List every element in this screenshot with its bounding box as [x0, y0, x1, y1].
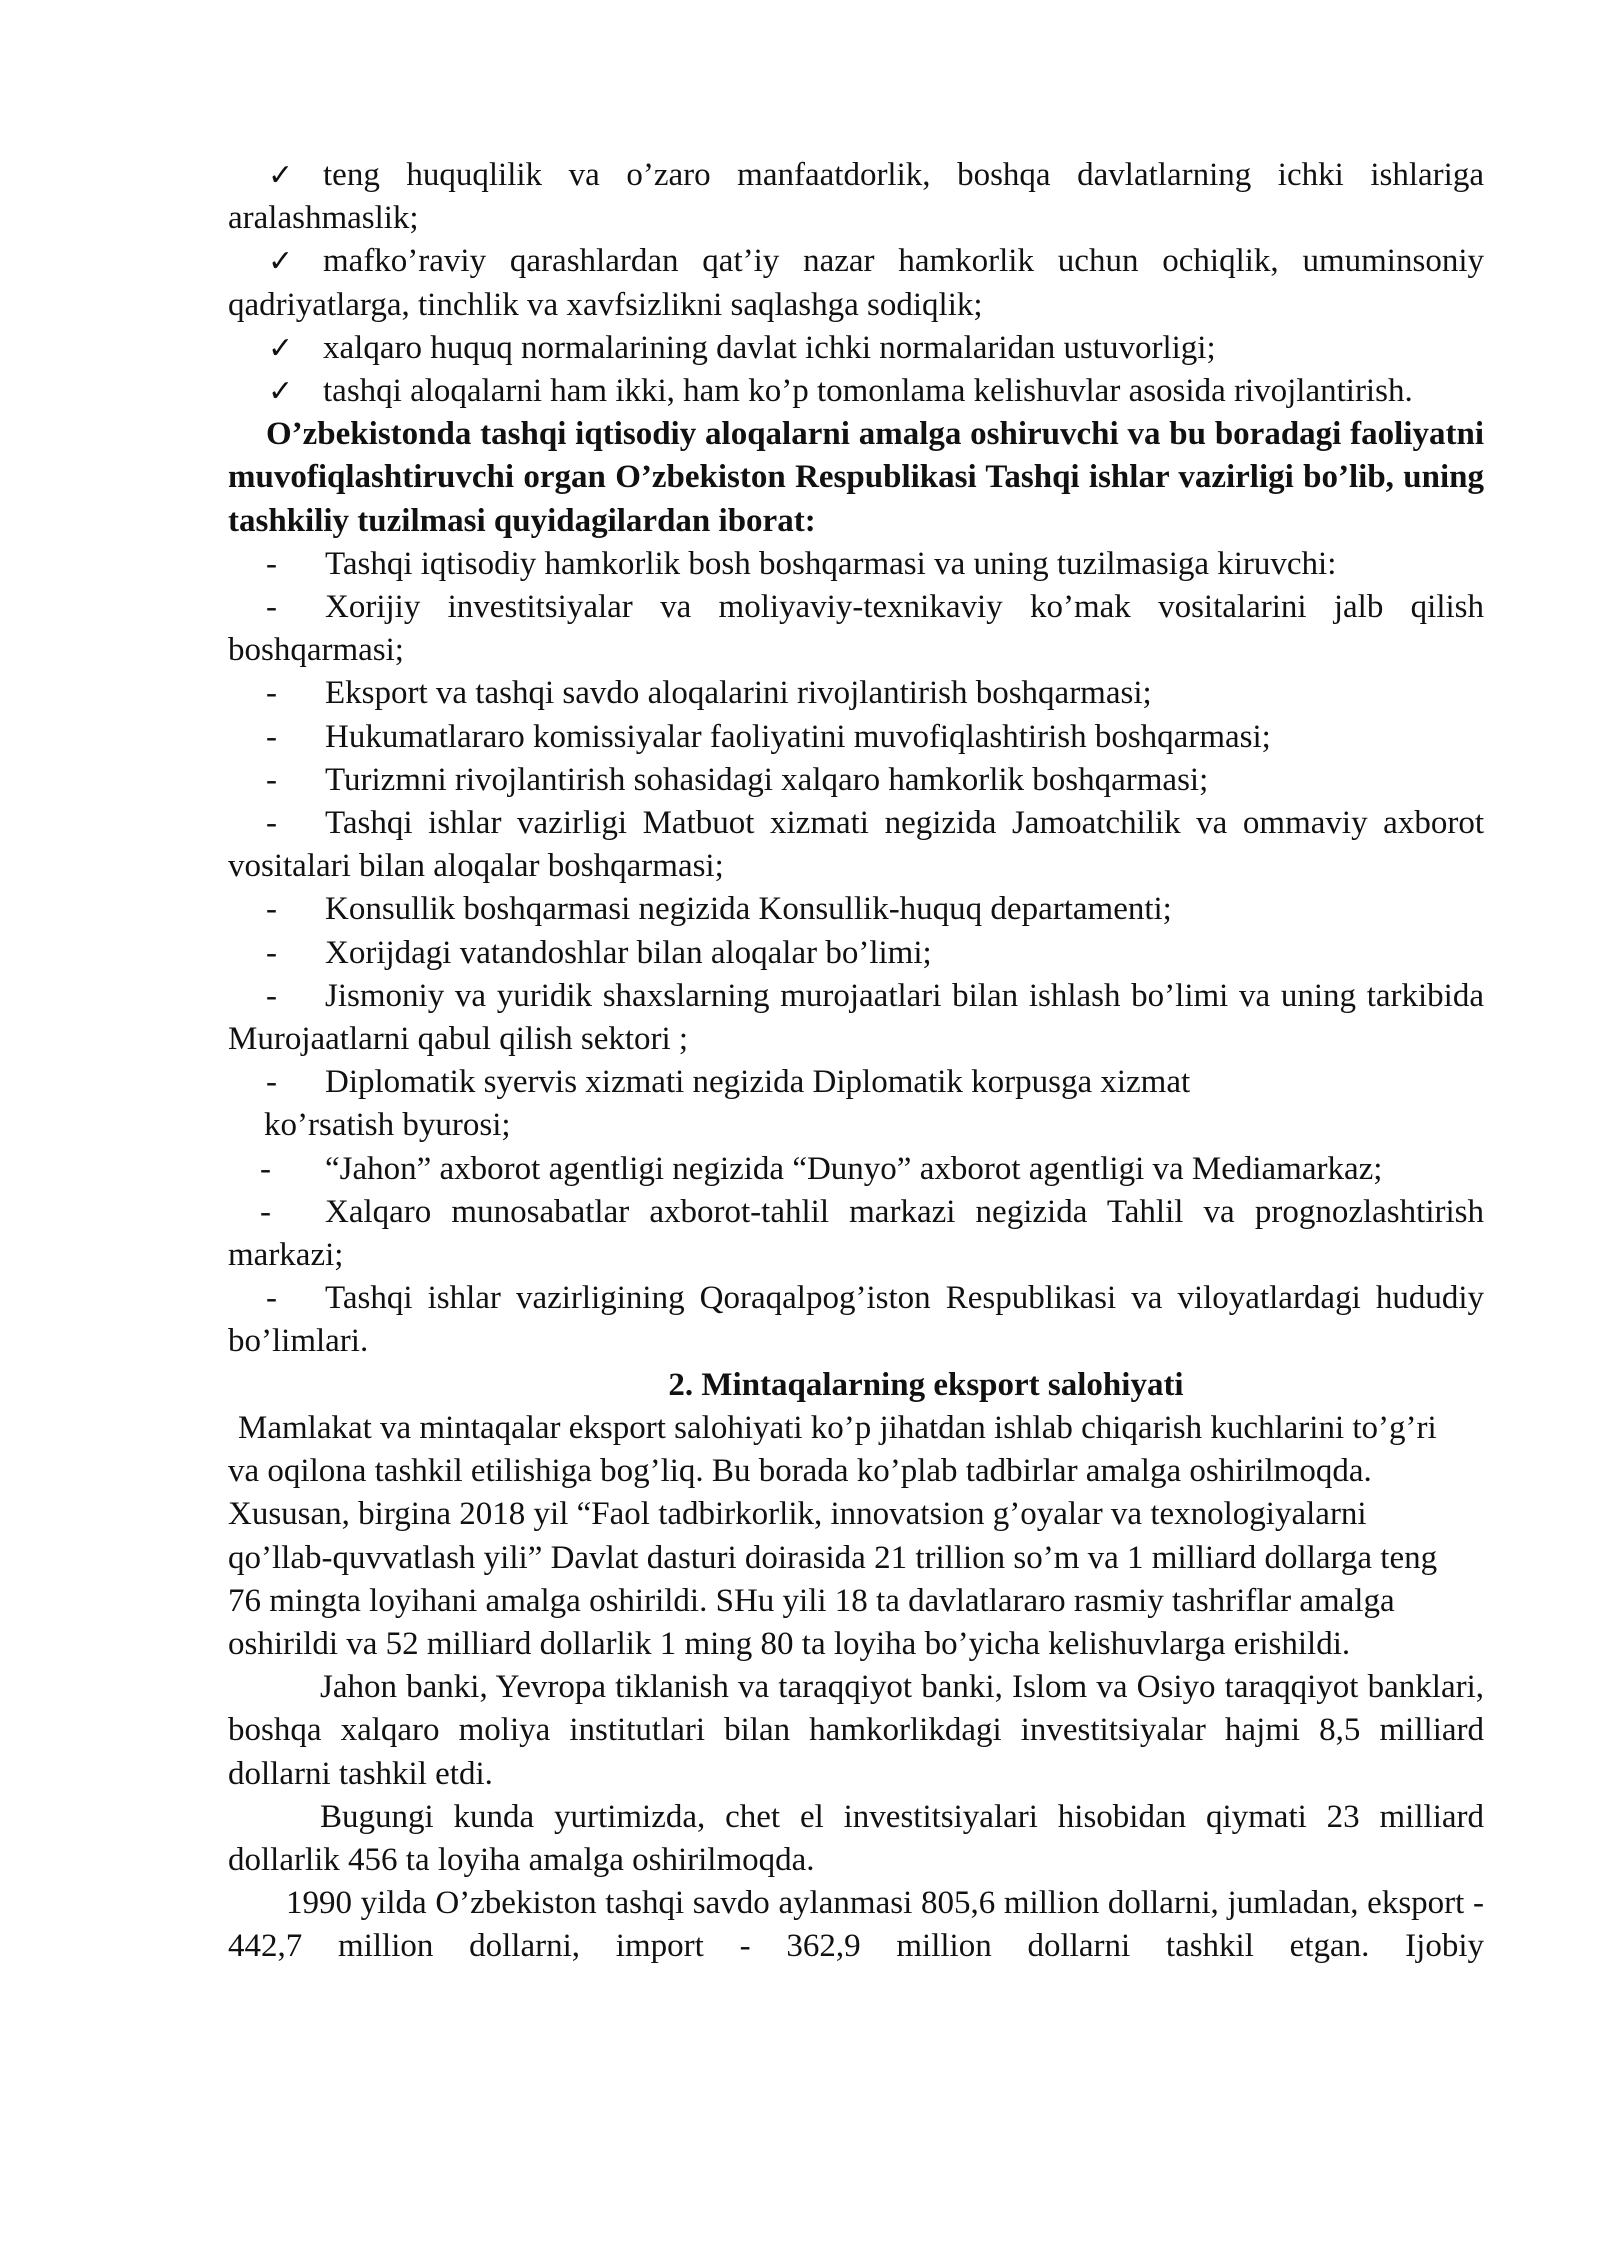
dash-item-text: Diplomatik syervis xizmati negizida Diplomatik korpusga xizmat [325, 1064, 1191, 1101]
dash-item-text: “Jahon” axborot agentligi negizida “Dunyo” axborot agentligi va Mediamarkaz; [325, 1150, 1383, 1187]
dash-bullet: - [266, 675, 277, 712]
dash-bullet: - [266, 718, 277, 755]
dash-bullet: - [266, 977, 277, 1014]
dash-item-text: Konsullik boshqarmasi negizida Konsullik-huquq departamenti; [325, 891, 1172, 928]
body-paragraph: Jahon banki, Yevropa tiklanish va taraqqiyot banki, Islom va Osiyo taraqqiyot banklari, boshqa xalqaro moliya institutlari bilan hamkorlikdagi investitsiyalar hajmi 8,5 milliard dollarni tashkil etdi. [228, 1669, 1484, 1792]
dash-bullet: - [266, 589, 277, 626]
dash-item [228, 1277, 1484, 1363]
check-item-text: xalqaro huquq normalarining davlat ichki normalaridan ustuvorligi; [323, 329, 1216, 366]
dash-bullet: - [266, 805, 277, 842]
dash-item [228, 1061, 1484, 1104]
check-item-text: mafko’raviy qarashlardan qat’iy nazar hamkorlik uchun ochiqlik, umuminsoniy qadriyatlarga, tinchlik va xavfsizlikni saqlashga sodiqlik; [228, 243, 1484, 323]
dash-bullet: - [266, 891, 277, 928]
dash-item-text: Tashqi ishlar vazirligining Qoraqalpog’iston Respublikasi va viloyatlardagi hududiy bo’limlari. [228, 1280, 1484, 1360]
check-item [228, 327, 1484, 370]
dash-bullet: - [266, 545, 277, 582]
checkmark-icon: ✓ [268, 244, 294, 280]
dash-bullet: - [266, 1064, 277, 1101]
body-paragraph: 1990 yilda O’zbekiston tashqi savdo aylanmasi 805,6 million dollarni, jumladan, eksport - 442,7 million dollarni, import - 362,9 million dollarni tashkil etgan. Ijobiy [228, 1885, 1484, 1965]
dash-item [228, 543, 1484, 586]
check-item-text: tashqi aloqalarni ham ikki, ham ko’p tomonlama kelishuvlar asosida rivojlantirish. [323, 373, 1413, 410]
dash-item [228, 932, 1484, 975]
checkmark-icon: ✓ [268, 330, 294, 366]
dash-item-text: Hukumatlararo komissiyalar faoliyatini muvofiqlashtirish boshqarmasi; [325, 718, 1271, 755]
dash-item-continuation: ko’rsatish byurosi; [264, 1107, 511, 1144]
dash-item-text: Tashqi ishlar vazirligi Matbuot xizmati negizida Jamoatchilik va ommaviy axborot vositalari bilan aloqalar boshqarmasi; [228, 805, 1484, 885]
body-paragraph: Mamlakat va mintaqalar eksport salohiyati ko’p jihatdan ishlab chiqarish kuchlarini to’g’ri va oqilona tashkil etilishiga bog’liq. Bu borada ko’plab tadbirlar amalga oshirilmoqda. Xususan, birgina 2018 yil “Faol tadbirkorlik, innovatsion g’oyalar va texnologiyalarni qo’llab-quvvatlash yili” Davlat dasturi doirasida 21 trillion so’m va 1 milliard dollarga teng 76 mingta loyihani amalga oshirildi. SHu yili 18 ta davlatlararo rasmiy tashriflar amalga oshirildi va 52 milliard dollarlik 1 ming 80 ta loyiha bo’yicha kelishuvlarga erishildi. [228, 1409, 1438, 1662]
dash-item-text: Eksport va tashqi savdo aloqalarini rivojlantirish boshqarmasi; [325, 675, 1152, 712]
dash-item [228, 672, 1484, 715]
dash-bullet: - [260, 1193, 271, 1230]
dash-item [228, 888, 1484, 931]
dash-item [228, 759, 1484, 802]
dash-item-text: Xalqaro munosabatlar axborot-tahlil markazi negizida Tahlil va prognozlashtirish markazi; [228, 1193, 1484, 1274]
dash-item [228, 802, 1484, 888]
dash-item [228, 586, 1484, 672]
dash-item-text: Jismoniy va yuridik shaxslarning murojaatlari bilan ishlash bo’limi va uning tarkibida Murojaatlarni qabul qilish sektori ; [228, 977, 1484, 1058]
checkmark-icon: ✓ [268, 158, 294, 193]
dash-item-text: Turizmni rivojlantirish sohasidagi xalqaro hamkorlik boshqarmasi; [325, 761, 1209, 798]
checkmark-icon: ✓ [268, 374, 294, 410]
dash-bullet: - [266, 934, 277, 971]
section-heading: 2. Mintaqalarning eksport salohiyati [668, 1366, 1184, 1403]
dash-item [228, 975, 1484, 1061]
dash-item [228, 1148, 1484, 1191]
dash-item [228, 1191, 1484, 1277]
body-paragraph: Bugungi kunda yurtimizda, chet el investitsiyalari hisobidan qiymati 23 milliard dollarlik 456 ta loyiha amalga oshirilmoqda. [228, 1798, 1484, 1878]
document-body [228, 154, 1484, 1969]
check-item [228, 240, 1484, 326]
dash-item-text: Xorijdagi vatandoshlar bilan aloqalar bo’limi; [325, 934, 932, 971]
check-item [228, 154, 1484, 240]
dash-item-text: Tashqi iqtisodiy hamkorlik bosh boshqarmasi va uning tuzilmasiga kiruvchi: [325, 545, 1337, 582]
dash-bullet: - [266, 761, 277, 798]
dash-item [228, 716, 1484, 759]
bold-intro-paragraph: O’zbekistonda tashqi iqtisodiy aloqalarni amalga oshiruvchi va bu boradagi faoliyatni muvofiqlashtiruvchi organ O’zbekiston Respublikasi Tashqi ishlar vazirligi bo’lib, uning tashkiliy tuzilmasi quyidagilardan iborat: [228, 416, 1484, 539]
dash-item-text: Xorijiy investitsiyalar va moliyaviy-texnikaviy ko’mak vositalarini jalb qilish boshqarmasi; [228, 589, 1484, 669]
dash-bullet: - [260, 1150, 271, 1187]
check-item [228, 370, 1484, 413]
dash-bullet: - [266, 1280, 277, 1317]
check-item-text: teng huquqlilik va o’zaro manfaatdorlik, boshqa davlatlarning ichki ishlariga aralashmaslik; [228, 157, 1484, 237]
